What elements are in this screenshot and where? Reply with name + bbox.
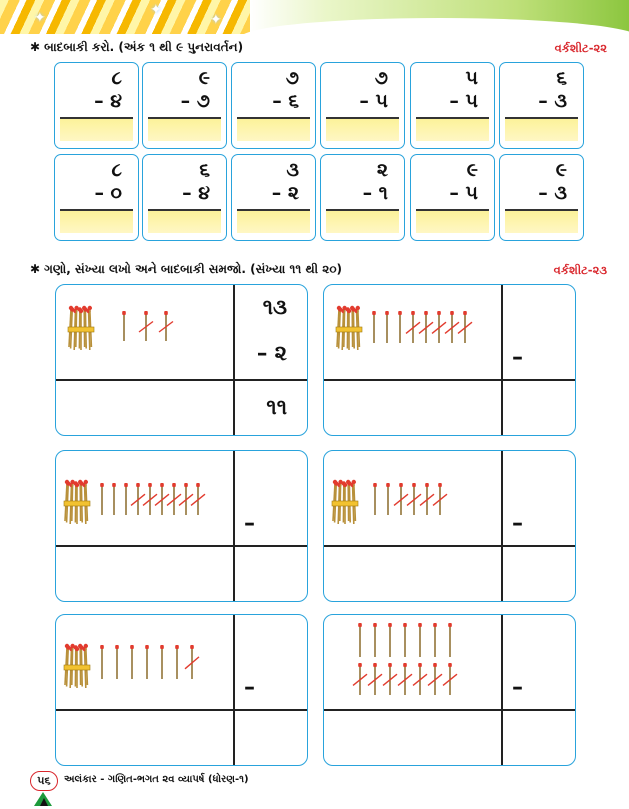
matchstick (373, 483, 377, 515)
minuend: ૮ (111, 159, 122, 181)
crossed-matchstick (167, 483, 181, 515)
minuend: ૮ (111, 67, 122, 89)
subtrahend: – ૭ (180, 90, 210, 112)
answer-field[interactable] (416, 119, 489, 141)
matchstick (372, 311, 376, 343)
minuend: ૬ (199, 159, 210, 181)
subtraction-card (231, 62, 316, 149)
divider (324, 709, 575, 711)
matchstick (175, 645, 179, 679)
minus-sign: – (512, 511, 523, 536)
footer-triangle-inner-icon (40, 798, 48, 806)
matchstick (386, 483, 390, 515)
matchstick (433, 623, 437, 657)
subtraction-card (142, 62, 227, 149)
matchstick (100, 645, 104, 679)
answer-field[interactable] (326, 119, 399, 141)
minuend: ૭ (374, 67, 388, 89)
subtrahend: – ૫ (449, 182, 478, 204)
minuend: ૯ (555, 159, 567, 181)
subtract-number: – ૨ (256, 341, 287, 365)
matchstick (388, 623, 392, 657)
ten-bundle (64, 480, 90, 524)
counting-box-4 (323, 450, 576, 602)
subtrahend: – ૪ (182, 182, 210, 204)
crossed-matchstick (458, 311, 472, 343)
answer-field[interactable] (416, 211, 489, 233)
crossed-matchstick (407, 483, 421, 515)
counting-box-6 (323, 614, 576, 766)
worksheet-label-23: વર્કશીટ-૨૩ (553, 263, 607, 277)
matchstick-bundle-2 (334, 299, 504, 359)
star-icon: ✦ (210, 12, 222, 28)
answer-field[interactable] (237, 119, 310, 141)
counting-box-3 (55, 450, 308, 602)
divider (501, 451, 503, 601)
subtrahend: – ૦ (94, 182, 122, 204)
crossed-matchstick (432, 311, 446, 343)
crossed-matchstick (191, 483, 205, 515)
matchstick (130, 645, 134, 679)
minuend: ૩ (286, 159, 299, 181)
section1-heading: ✱ બાદબાકી કરો. (અંક ૧ થી ૯ પુનરાવર્તન) (30, 40, 244, 54)
matchstick (448, 623, 452, 657)
subtraction-card (499, 154, 584, 241)
ten-bundle (336, 306, 362, 350)
minuend: ૯ (198, 67, 210, 89)
subtraction-card (410, 62, 495, 149)
answer-field[interactable] (505, 211, 578, 233)
subtraction-card (54, 154, 139, 241)
matchstick-bundle-5 (62, 633, 232, 693)
crossed-matchstick (185, 645, 199, 679)
counting-box-5 (55, 614, 308, 766)
answer-field[interactable] (60, 119, 133, 141)
matchstick (160, 645, 164, 679)
subtrahend: – ૨ (271, 182, 299, 204)
subtraction-card (320, 62, 405, 149)
answer-field[interactable] (505, 119, 578, 141)
star-icon: ✦ (34, 10, 46, 26)
subtraction-card (142, 154, 227, 241)
crossed-matchstick (445, 311, 459, 343)
crossed-matchstick (443, 663, 457, 695)
ten-bundle (332, 480, 358, 524)
matchstick (145, 645, 149, 679)
matchstick (100, 483, 104, 515)
matchstick (122, 311, 126, 341)
minuend: ૨ (376, 159, 388, 181)
total-number: ૧૩ (262, 295, 287, 319)
page-number: ૫૬ (30, 771, 58, 791)
subtraction-card (54, 62, 139, 149)
subtrahend: – ૫ (449, 90, 478, 112)
divider (56, 709, 307, 711)
answer-field[interactable] (148, 119, 221, 141)
matchstick (373, 623, 377, 657)
crossed-matchstick (433, 483, 447, 515)
worksheet-label-22: વર્કશીટ-૨૨ (554, 41, 607, 55)
ten-bundle (64, 644, 90, 688)
matchstick-loose-6 (352, 615, 522, 705)
matchstick (112, 483, 116, 515)
matchstick (124, 483, 128, 515)
minuend: ૬ (556, 67, 567, 89)
page-footer (0, 768, 629, 809)
ten-bundle (68, 306, 94, 350)
subtrahend: – ૫ (359, 90, 388, 112)
subtraction-card (231, 154, 316, 241)
minuend: ૫ (465, 67, 478, 89)
answer-field[interactable] (148, 211, 221, 233)
subtrahend: – ૩ (538, 90, 567, 112)
top-banner (0, 0, 629, 34)
subtrahend: – ૪ (94, 90, 122, 112)
minus-sign: – (512, 675, 523, 700)
crossed-matchstick (139, 311, 153, 341)
minus-sign: – (244, 511, 255, 536)
minus-sign: – (512, 345, 523, 370)
counting-box-example (55, 284, 308, 436)
matchstick-bundle-4 (330, 465, 500, 525)
crossed-matchstick (428, 663, 442, 695)
matchstick (398, 311, 402, 343)
crossed-matchstick (420, 483, 434, 515)
subtrahend: – ૩ (538, 182, 567, 204)
result-number: ૧૧ (266, 395, 287, 419)
answer-field[interactable] (60, 211, 133, 233)
crossed-matchstick (398, 663, 412, 695)
crossed-matchstick (394, 483, 408, 515)
bullet-star-icon: ✱ (30, 262, 41, 276)
matchstick (115, 645, 119, 679)
minuend: ૯ (466, 159, 478, 181)
divider (233, 615, 235, 765)
matchstick (358, 623, 362, 657)
crossed-matchstick (155, 483, 169, 515)
star-icon: ✦ (150, 2, 162, 18)
book-title: અલંકાર - ગણિત-ભગત ૨વ વ્યાપર્ષ (ધોરણ-૧) (64, 774, 249, 785)
subtrahend: – ૬ (272, 90, 299, 112)
minus-sign: – (244, 675, 255, 700)
crossed-matchstick (143, 483, 157, 515)
crossed-matchstick (406, 311, 420, 343)
answer-field[interactable] (237, 211, 310, 233)
minuend: ૭ (285, 67, 299, 89)
crossed-matchstick (413, 663, 427, 695)
crossed-matchstick (131, 483, 145, 515)
divider (324, 545, 575, 547)
divider (56, 545, 307, 547)
subtraction-card (410, 154, 495, 241)
matchstick (418, 623, 422, 657)
crossed-matchstick (159, 311, 173, 341)
crossed-matchstick (419, 311, 433, 343)
matchstick-bundle-1 (66, 299, 236, 359)
section2-heading: ✱ ગણો, સંખ્યા લખો અને બાદબાકી સમજો. (સંખ્યા ૧૧ થી ૨૦) (30, 262, 343, 276)
answer-field[interactable] (326, 211, 399, 233)
crossed-matchstick (368, 663, 382, 695)
subtraction-card (499, 62, 584, 149)
matchstick (385, 311, 389, 343)
crossed-matchstick (179, 483, 193, 515)
divider (233, 451, 235, 601)
matchstick-bundle-3 (62, 465, 232, 525)
crossed-matchstick (383, 663, 397, 695)
subtrahend: – ૧ (362, 182, 388, 204)
crossed-matchstick (353, 663, 367, 695)
bullet-star-icon: ✱ (30, 40, 41, 54)
subtraction-card (320, 154, 405, 241)
counting-box-2 (323, 284, 576, 436)
divider (56, 379, 307, 381)
divider (324, 379, 575, 381)
matchstick (403, 623, 407, 657)
